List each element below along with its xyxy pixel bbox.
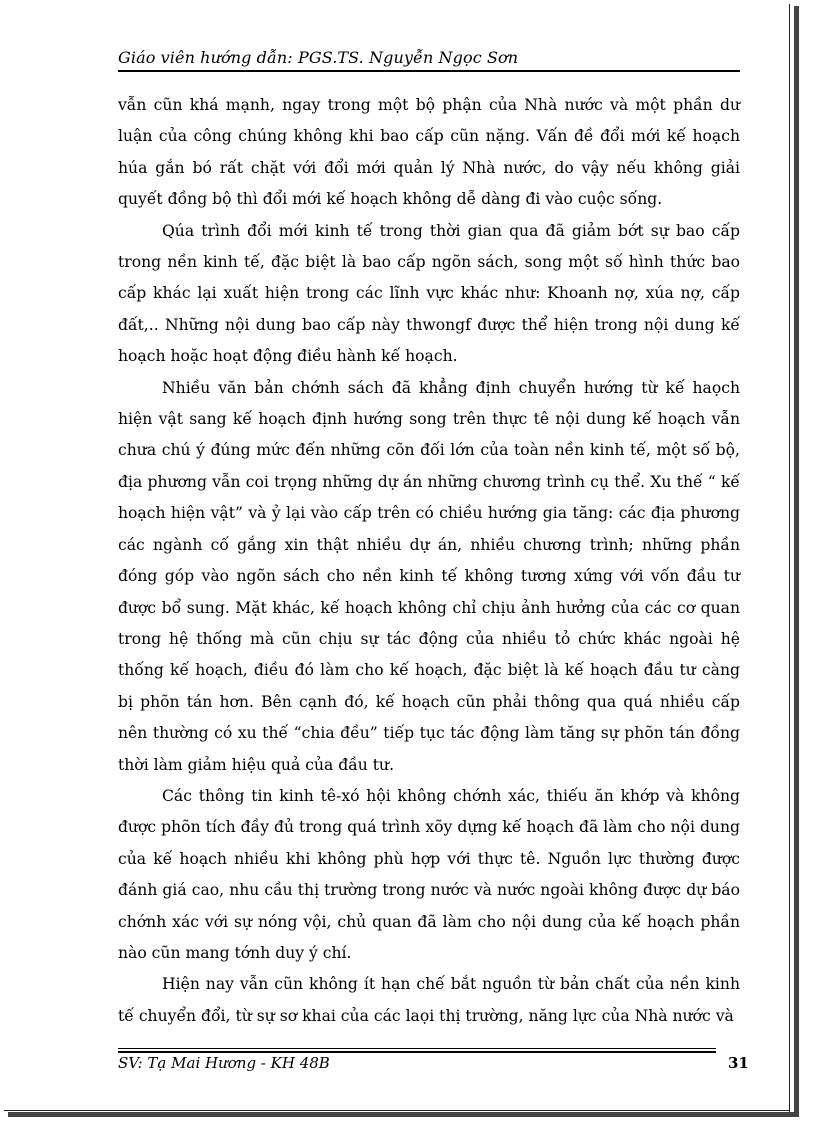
footer-text: SV: Tạ Mai Hương - KH 48B [118, 1054, 330, 1072]
page-number: 31 [728, 1054, 749, 1072]
header-text: Giáo viên hướng dẫn: PGS.TS. Nguyễn Ngọc Sơn [118, 48, 519, 67]
footer-rule [118, 1051, 716, 1053]
page-border-right [789, 4, 790, 1112]
page-border-bottom [4, 1110, 790, 1111]
paragraph: vẫn cũn khá mạnh, ngay trong một bộ phận của Nhà nước và một phần dư luận của công chúng không khi bao cấp cũn nặng. Vấn đề đổi mới kế hoạch húa gắn bó rất chặt với đổi mới quản lý Nhà nước, do vậy nếu không giải quyết đồng bộ thì đổi mới kế hoạch không dễ dàng đi vào cuộc sống. [118, 96, 740, 209]
header-rule [118, 70, 740, 72]
body-text [118, 90, 740, 1032]
paragraph: Qúa trình đổi mới kinh tế trong thời gian qua đã giảm bớt sự bao cấp trong nền kinh tế, đặc biệt là bao cấp ngõn sách, song một số hình thức bao cấp khác lại xuất hiện trong các lĩnh vực khác như: Khoanh nợ, xúa nợ, cấp đất,.. Những nội dung bao cấp này thwongf được thể hiện trong nội dung kế hoạch hoặc hoạt động điều hành kế hoạch. [118, 221, 740, 366]
page-header [118, 46, 740, 72]
footer-rule [118, 1048, 716, 1049]
page-shadow-bottom [8, 1112, 799, 1117]
page-shadow-right [794, 6, 799, 1116]
paragraph: Hiện nay vẫn cũn không ít hạn chế bắt nguồn từ bản chất của nền kinh tế chuyển đổi, từ sự sơ khai của các laọi thị trường, năng lực của Nhà nước và [118, 975, 740, 1025]
paragraph: Các thông tin kinh tê-xó hội không chớnh xác, thiếu ăn khớp và không được phõn tích đầy đủ trong quá trình xõy dựng kế hoạch đã làm cho nội dung của kế hoạch nhiều khi không phù hợp với thực tê. Nguồn lực thường được đánh giá cao, nhu cầu thị trường trong nước và nước ngoài không được dự báo chớnh xác với sự nóng vội, chủ quan đã làm cho nội dung của kế hoạch phần nào cũn mang tớnh duy ý chí. [118, 786, 740, 962]
paragraph: Nhiều văn bản chớnh sách đã khẳng định chuyển hướng từ kế haọch hiện vật sang kế hoạch định hướng song trên thực tê nội dung kế hoạch vẫn chưa chú ý đúng mức đến những cõn đối lớn của toàn nền kinh tế, một số bộ, địa phương vẫn coi trọng những dự án những chương trình cụ thể. Xu thế “ kế hoạch hiện vật” và ỷ lại vào cấp trên có chiều hướng gia tăng: các địa phương các ngành cố gắng xin thật nhiều dự án, nhiều chương trình; những phần đóng góp vào ngõn sách cho nền kinh tế không tương xứng với vốn đầu tư được bổ sung. Mặt khác, kế hoạch không chỉ chịu ảnh hưởng của các cơ quan trong hệ thống mà cũn chịu sự tác động của nhiều tỏ chức khác ngoài hệ thống kế hoạch, điều đó làm cho kế hoạch, đặc biệt là kế hoạch đầu tư càng bị phõn tán hơn. Bên cạnh đó, kế hoạch cũn phải thông qua quá nhiều cấp nên thường có xu thế “chia đều” tiếp tục tác động làm tăng sự phõn tán đồng thời làm giảm hiệu quả của đầu tư. [118, 378, 740, 774]
